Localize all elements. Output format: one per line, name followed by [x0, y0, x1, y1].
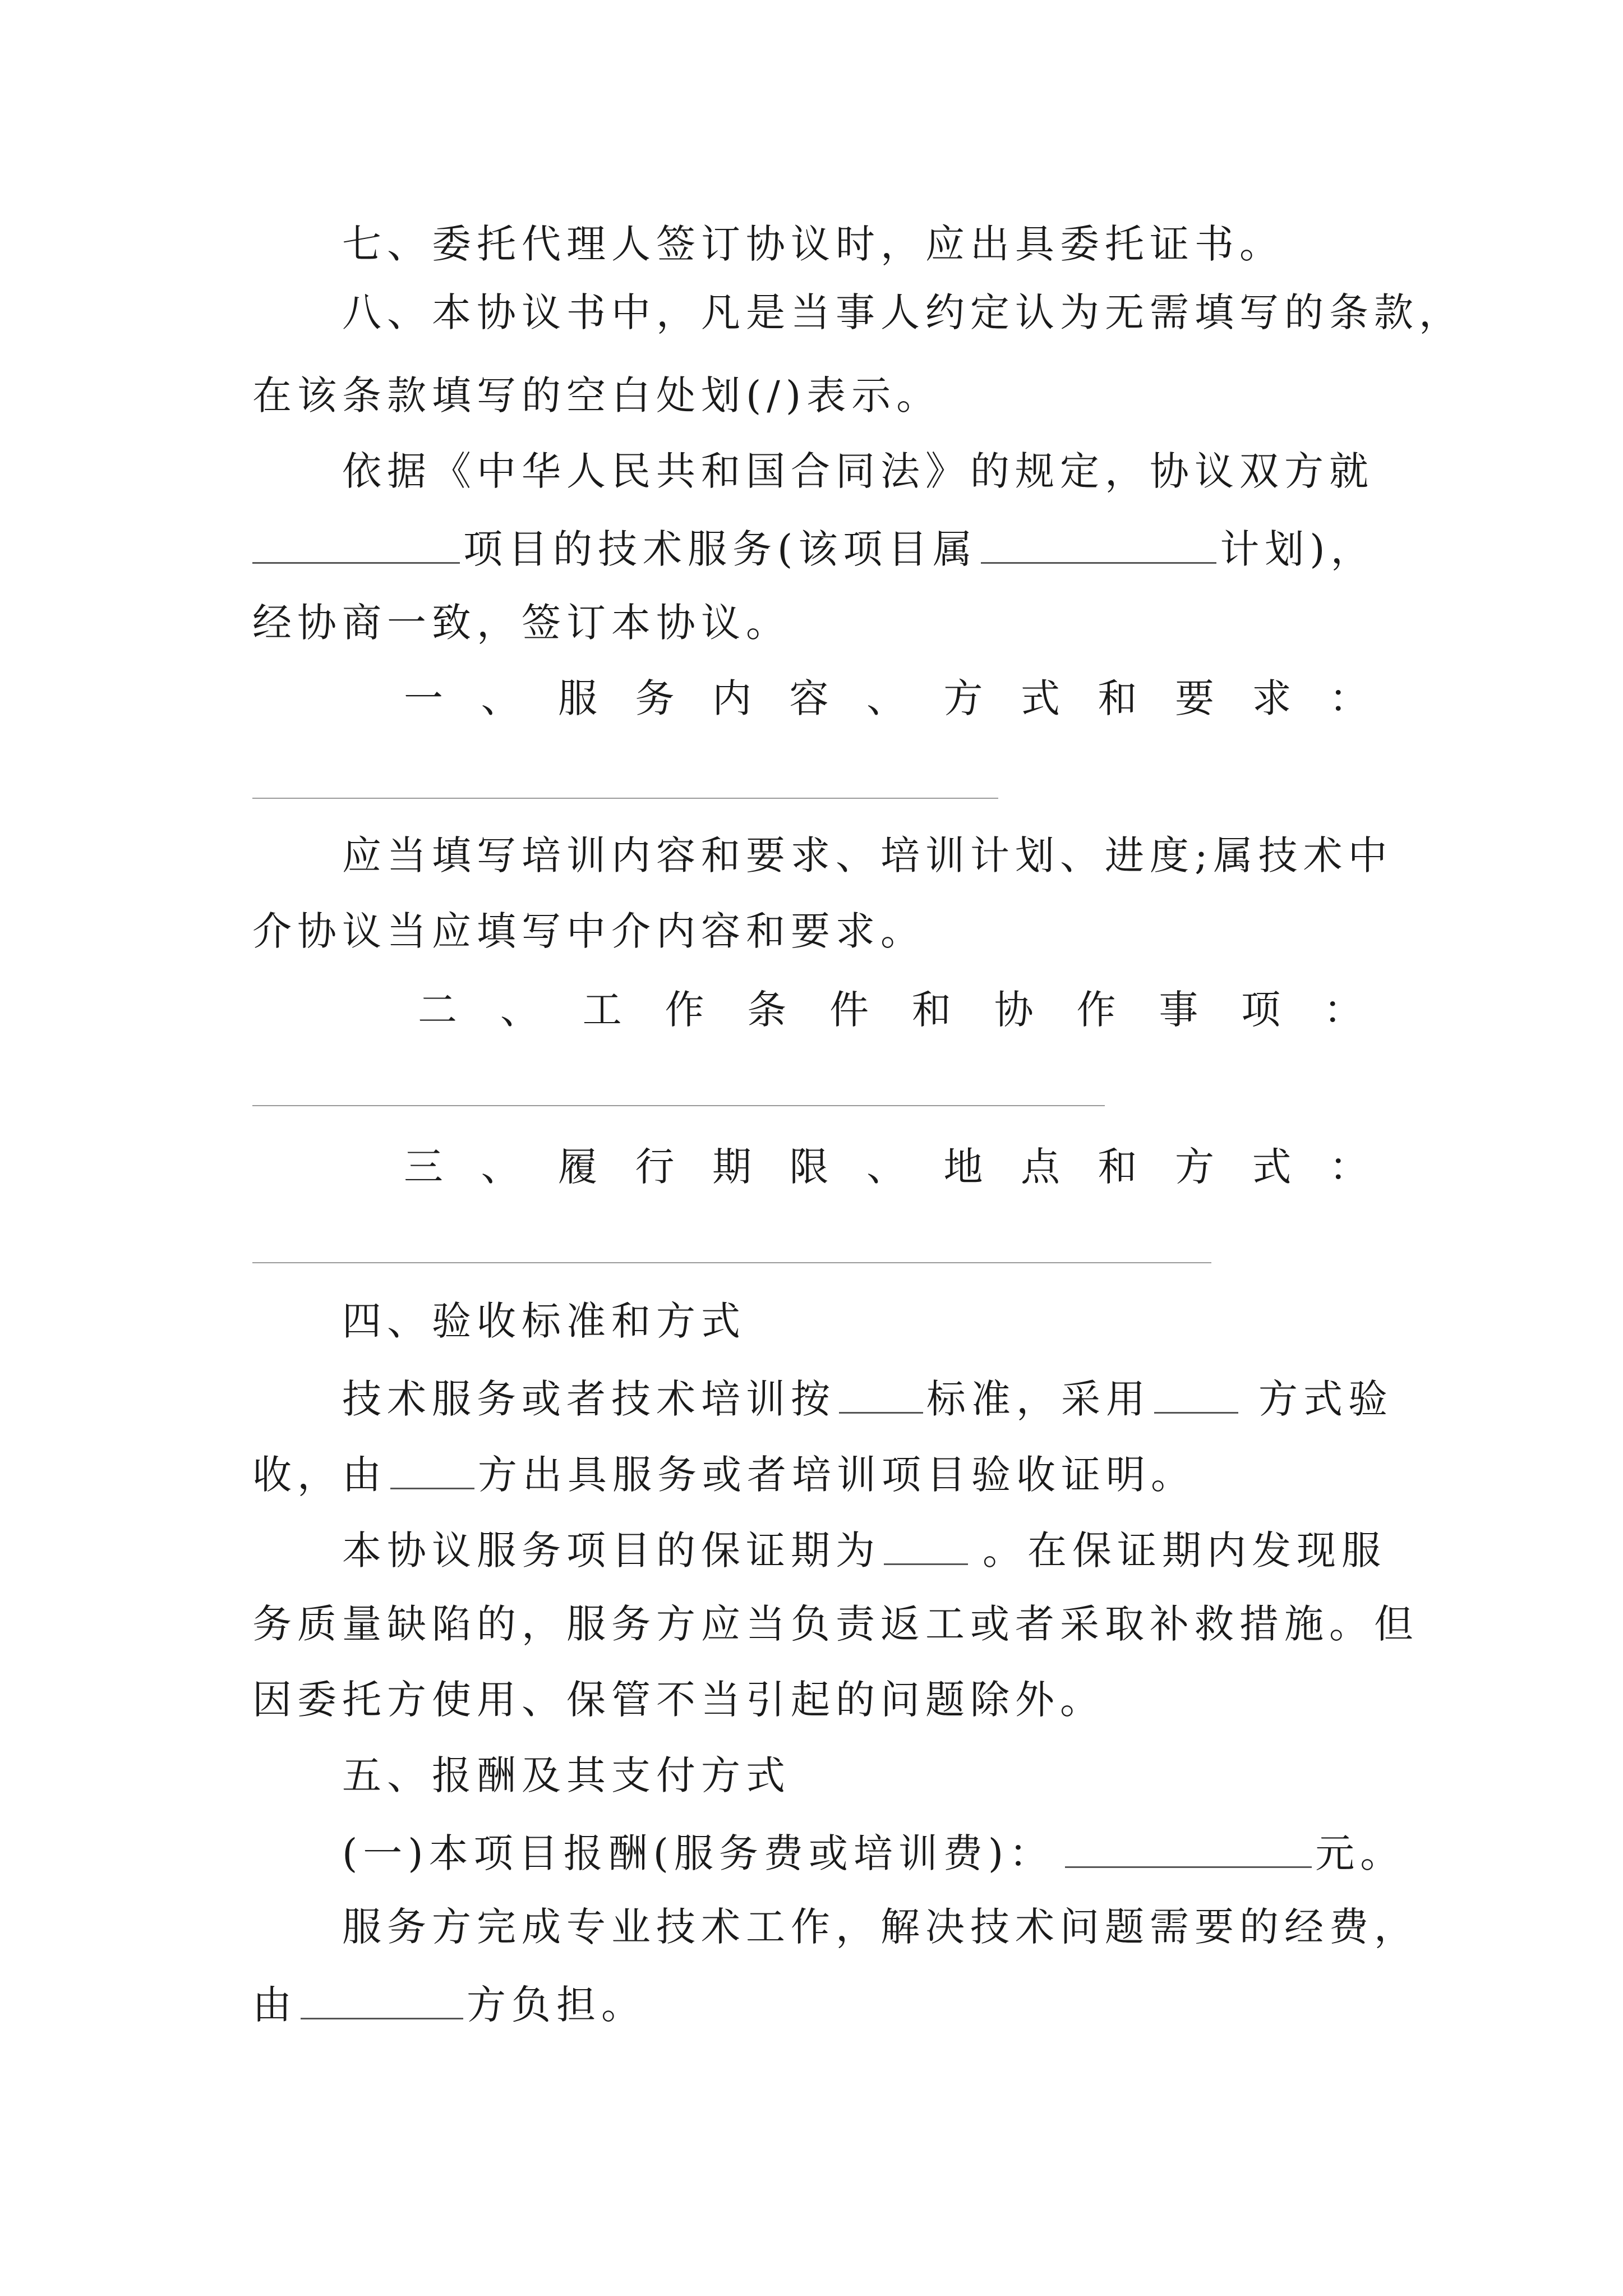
clause-8: 八、本协议书中，凡是当事人约定认为无需填写的条款， [342, 289, 1464, 335]
project-name-blank[interactable] [252, 527, 460, 564]
acceptance-line-1: 技术服务或者技术培训按 标准，采用 方式验 [342, 1376, 1393, 1422]
heading-payment: 五、报酬及其支付方式 [342, 1752, 791, 1798]
acceptance-standard-blank[interactable] [839, 1377, 923, 1414]
clause-7: 七、委托代理人签订协议时，应出具委托证书。 [342, 221, 1284, 267]
service-content-note: 应当填写培训内容和要求、培训计划、进度;属技术中 [342, 832, 1393, 878]
warranty-line-2: 务质量缺陷的，服务方应当负责返工或者采取补救措施。但 [252, 1601, 1419, 1647]
heading-acceptance: 四、验收标准和方式 [342, 1298, 746, 1344]
expense-line-2: 由 方负担。 [252, 1982, 646, 2028]
payment-amount-blank[interactable] [1065, 1832, 1312, 1868]
plan-name-blank[interactable] [981, 527, 1216, 564]
certifying-party-blank[interactable] [390, 1453, 474, 1489]
preamble-line-3: 经协商一致，签订本协议。 [252, 600, 791, 646]
service-content-note-cont: 介协议当应填写中介内容和要求。 [252, 908, 925, 954]
term-place-fill-line[interactable] [252, 1262, 1211, 1263]
payment-amount-line: (一)本项目报酬(服务费或培训费)： 元。 [342, 1830, 1405, 1876]
clause-8-cont: 在该条款填写的空白处划(/)表示。 [252, 372, 942, 418]
preamble-line-1: 依据《中华人民共和国合同法》的规定，协议双方就 [342, 448, 1374, 494]
heading-service-content: 一 、 服 务 内 容 、 方 式 和 要 求 ： [404, 675, 1368, 721]
work-conditions-fill-line[interactable] [252, 1105, 1105, 1106]
heading-work-conditions: 二 、 工 作 条 件 和 协 作 事 项 ： [418, 987, 1363, 1033]
warranty-period-blank[interactable] [884, 1529, 968, 1565]
service-content-fill-line[interactable] [252, 798, 998, 799]
expense-line-1: 服务方完成专业技术工作，解决技术问题需要的经费， [342, 1904, 1419, 1950]
preamble-line-2: 项目的技术服务(该项目属 计划)， [252, 527, 1376, 569]
heading-term-place-method: 三 、 履 行 期 限 、 地 点 和 方 式 ： [404, 1144, 1368, 1190]
warranty-line-1: 本协议服务项目的保证期为 。在保证期内发现服 [342, 1527, 1386, 1573]
acceptance-line-2: 收，由 方出具服务或者培训项目验收证明。 [252, 1452, 1196, 1498]
acceptance-method-blank[interactable] [1154, 1377, 1238, 1414]
warranty-line-3: 因委托方使用、保管不当引起的问题除外。 [252, 1677, 1105, 1723]
expense-party-blank[interactable] [301, 1983, 463, 2019]
